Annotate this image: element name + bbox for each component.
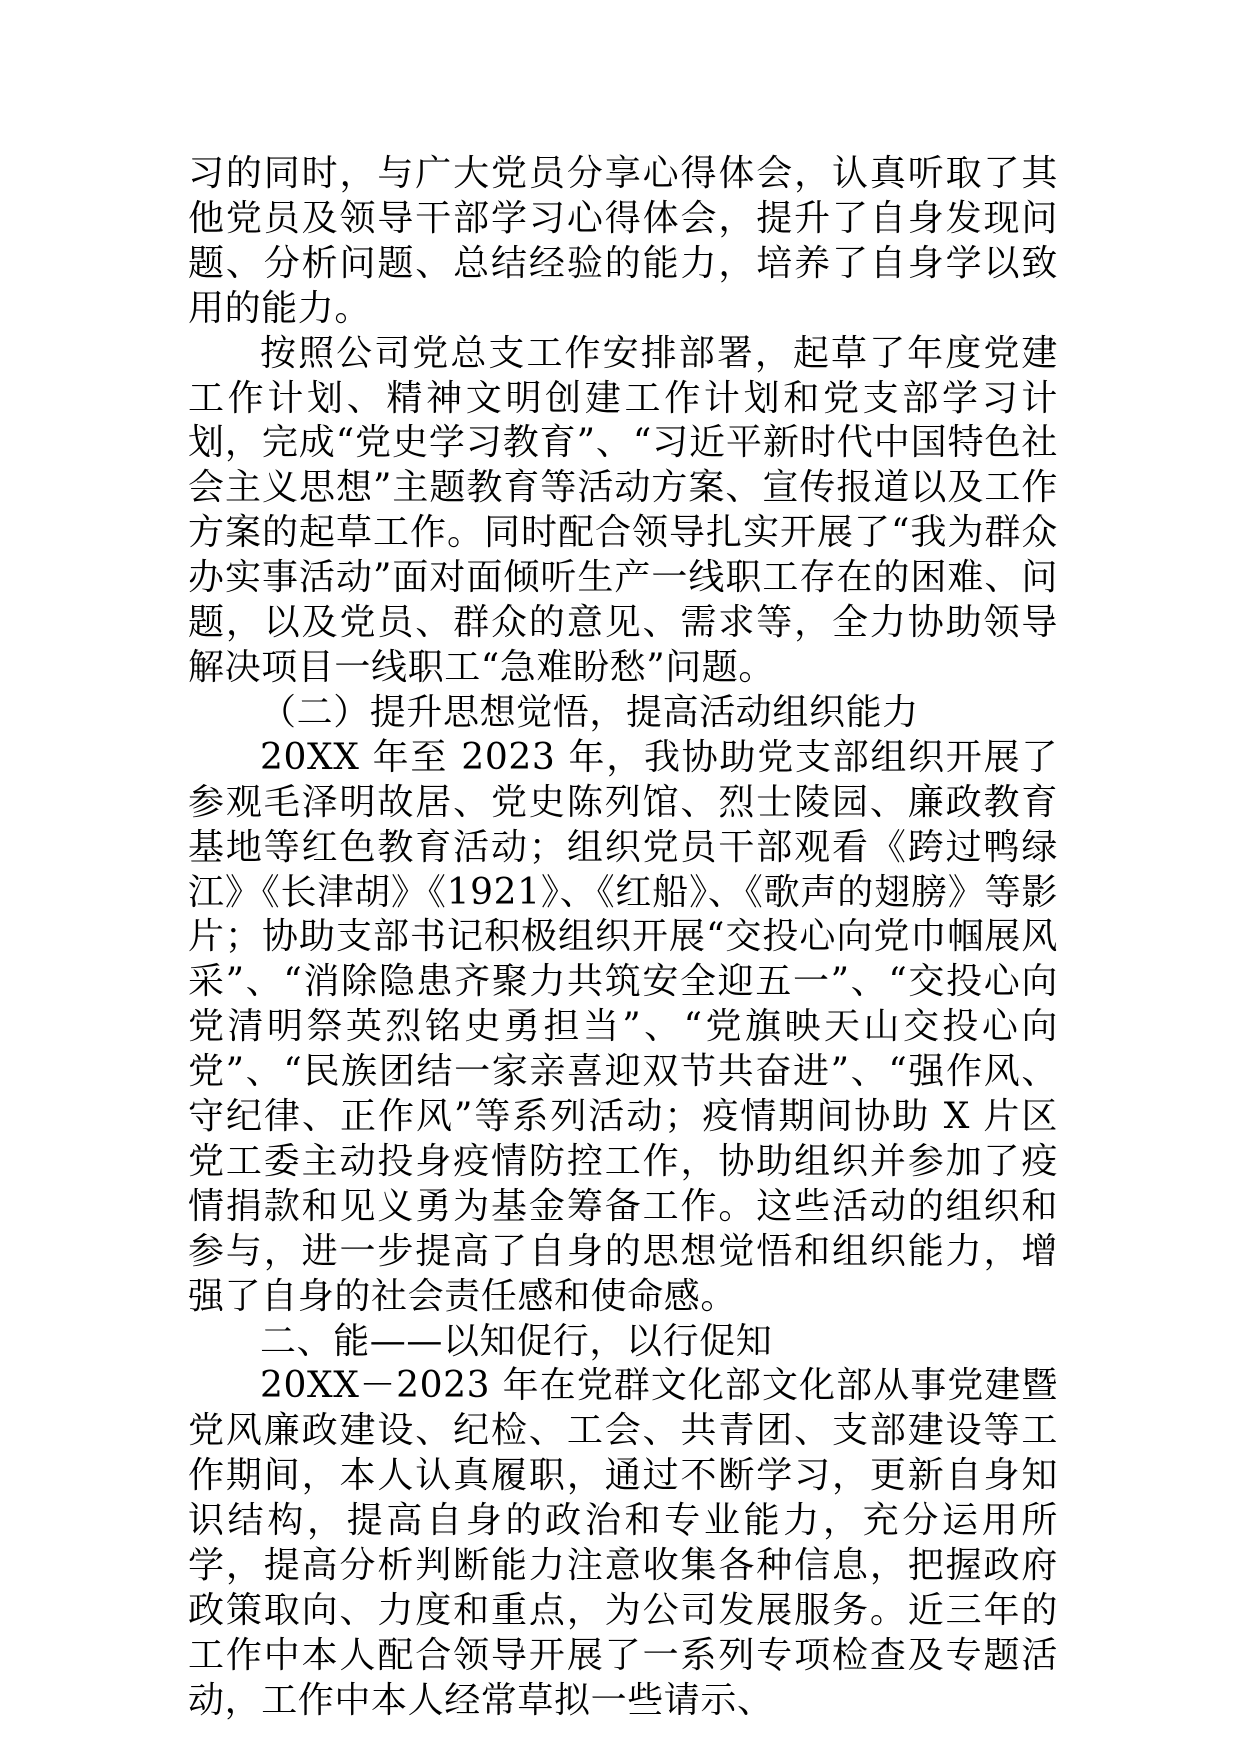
paragraph-2: 按照公司党总支工作安排部署，起草了年度党建工作计划、精神文明创建工作计划和党支部学习计划，完成“党史学习教育”、“习近平新时代中国特色社会主义思想”主题教育等活动方案、宣传报道以及工作方案的起草工作。同时配合领导扎实开展了“我为群众办实事活动”面对面倾听生产一线职工存在的困难、问题，以及党员、群众的意见、需求等，全力协助领导解决项目一线职工“急难盼愁”问题。	[188, 332, 1058, 688]
paragraph-3: 20XX 年至 2023 年，我协助党支部组织开展了参观毛泽明故居、党史陈列馆、烈士陵园、廉政教育基地等红色教育活动；组织党员干部观看《跨过鸭绿江》《长津胡》《1921》、《红船》、《歌声的翅膀》等影片；协助支部书记积极组织开展“交投心向党巾帼展风采”、“消除隐患齐聚力共筑安全迎五一”、“交投心向党清明祭英烈铭史勇担当”、“党旗映天山交投心向党”、“民族团结一家亲喜迎双节共奋进”、“强作风、守纪律、正作风”等系列活动；疫情期间协助 X 片区党工委主动投身疫情防控工作，协助组织并参加了疫情捐款和见义勇为基金筹备工作。这些活动的组织和参与，进一步提高了自身的思想觉悟和组织能力，增强了自身的社会责任感和使命感。	[188, 736, 1058, 1317]
paragraph-4: 20XX－2023 年在党群文化部文化部从事党建暨党风廉政建设、纪检、工会、共青团、支部建设等工作期间，本人认真履职，通过不断学习，更新自身知识结构，提高自身的政治和专业能力，充分运用所学，提高分析判断能力注意收集各种信息，把握政府政策取向、力度和重点，为公司发展服务。近三年的工作中本人配合领导开展了一系列专项检查及专题活动，工作中本人经常草拟一些请示、	[188, 1365, 1058, 1721]
document-body	[188, 152, 1058, 1724]
section-heading-2: （二）提升思想觉悟，提高活动组织能力	[260, 691, 919, 733]
paragraph-1: 习的同时，与广大党员分享心得体会，认真听取了其他党员及领导干部学习心得体会，提升了自身发现问题、分析问题、总结经验的能力，培养了自身学以致用的能力。	[188, 153, 1058, 329]
chapter-heading-ability: 二、能——以知促行，以行促知	[260, 1320, 773, 1362]
